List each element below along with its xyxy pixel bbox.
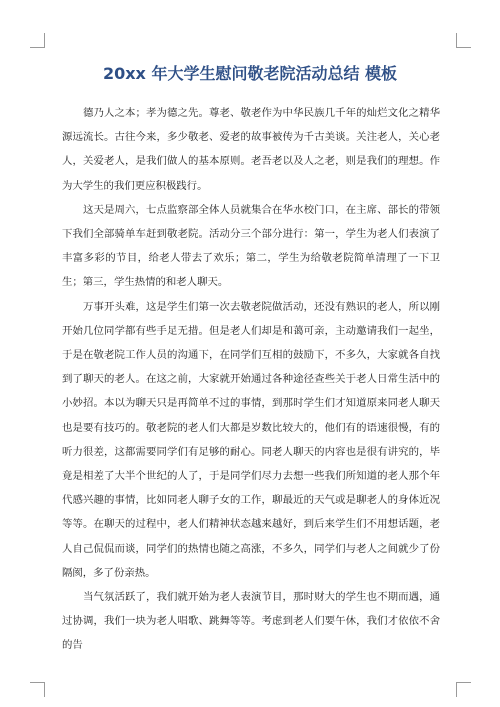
paragraph-intro: 德乃人之本；孝为德之先。尊老、敬老作为中华民族几千年的灿烂文化之精华源远流长。古往今来，多少敬老、爱老的故事被传为千古美谈。关注老人，关心老人，关爱老人，是我们做人的基本原则。老吾老以及人之老，则是我们的理想。作为大学生的我们更应积极践行。 (62, 107, 440, 192)
document-title: 20xx 年大学生慰问敬老院活动总结 模板 (102, 64, 398, 83)
crop-mark-top-right (456, 33, 471, 48)
document-body (62, 101, 440, 658)
paragraph-performance: 当气氛活跃了，我们就开始为老人表演节目，那时财大的学生也不期而遇，通过协调，我们一块为老人唱歌、跳舞等等。考虑到老人们要午休，我们才依依不舍的告 (62, 591, 440, 652)
paragraph-activity: 这天是周六，七点监察部全体人员就集合在华水校门口，在主席、部长的带领下我们全部骑单车赶到敬老院。活动分三个部分进行：第一，学生为老人们表演了丰富多彩的节目，给老人带去了欢乐；第二，学生为给敬老院简单清理了一下卫生；第三，学生热情的和老人聊天。 (62, 203, 440, 289)
paragraph-chatting: 万事开头难，这是学生们第一次去敬老院做活动，还没有熟识的老人，所以刚开始几位同学都有些手足无措。但是老人们却是和蔼可亲，主动邀请我们一起坐，于是在敬老院工作人员的沟通下，在同学们互相的鼓励下，不多久，大家就各自找到了聊天的老人。在这之前，大家就开始通过各种途径查些关于老人日常生活中的小妙招。本以为聊天只是再简单不过的事情，到那时学生们才知道原来同老人聊天也是要有技巧的。敬老院的老人们大都是岁数比较大的，他们有的语速很慢，有的听力很差，这都需要同学们有足够的耐心。同老人聊天的内容也是很有讲究的，毕竟是相差了大半个世纪的人了，于是同学们尽力去想一些我们所知道的老人那个年代感兴趣的事情，比如同老人聊子女的工作，聊最近的天气或是聊老人的身体近况等等。在聊天的过程中，老人们精神状态越来越好，到后来学生们不用想话题，老人自己侃侃而谈，同学们的热情也随之高涨，不多久，同学们与老人之间就少了份隔阂，多了份亲热。 (62, 300, 440, 579)
crop-mark-top-left (30, 33, 45, 48)
crop-mark-bottom-left (30, 682, 45, 697)
crop-mark-bottom-right (456, 682, 471, 697)
